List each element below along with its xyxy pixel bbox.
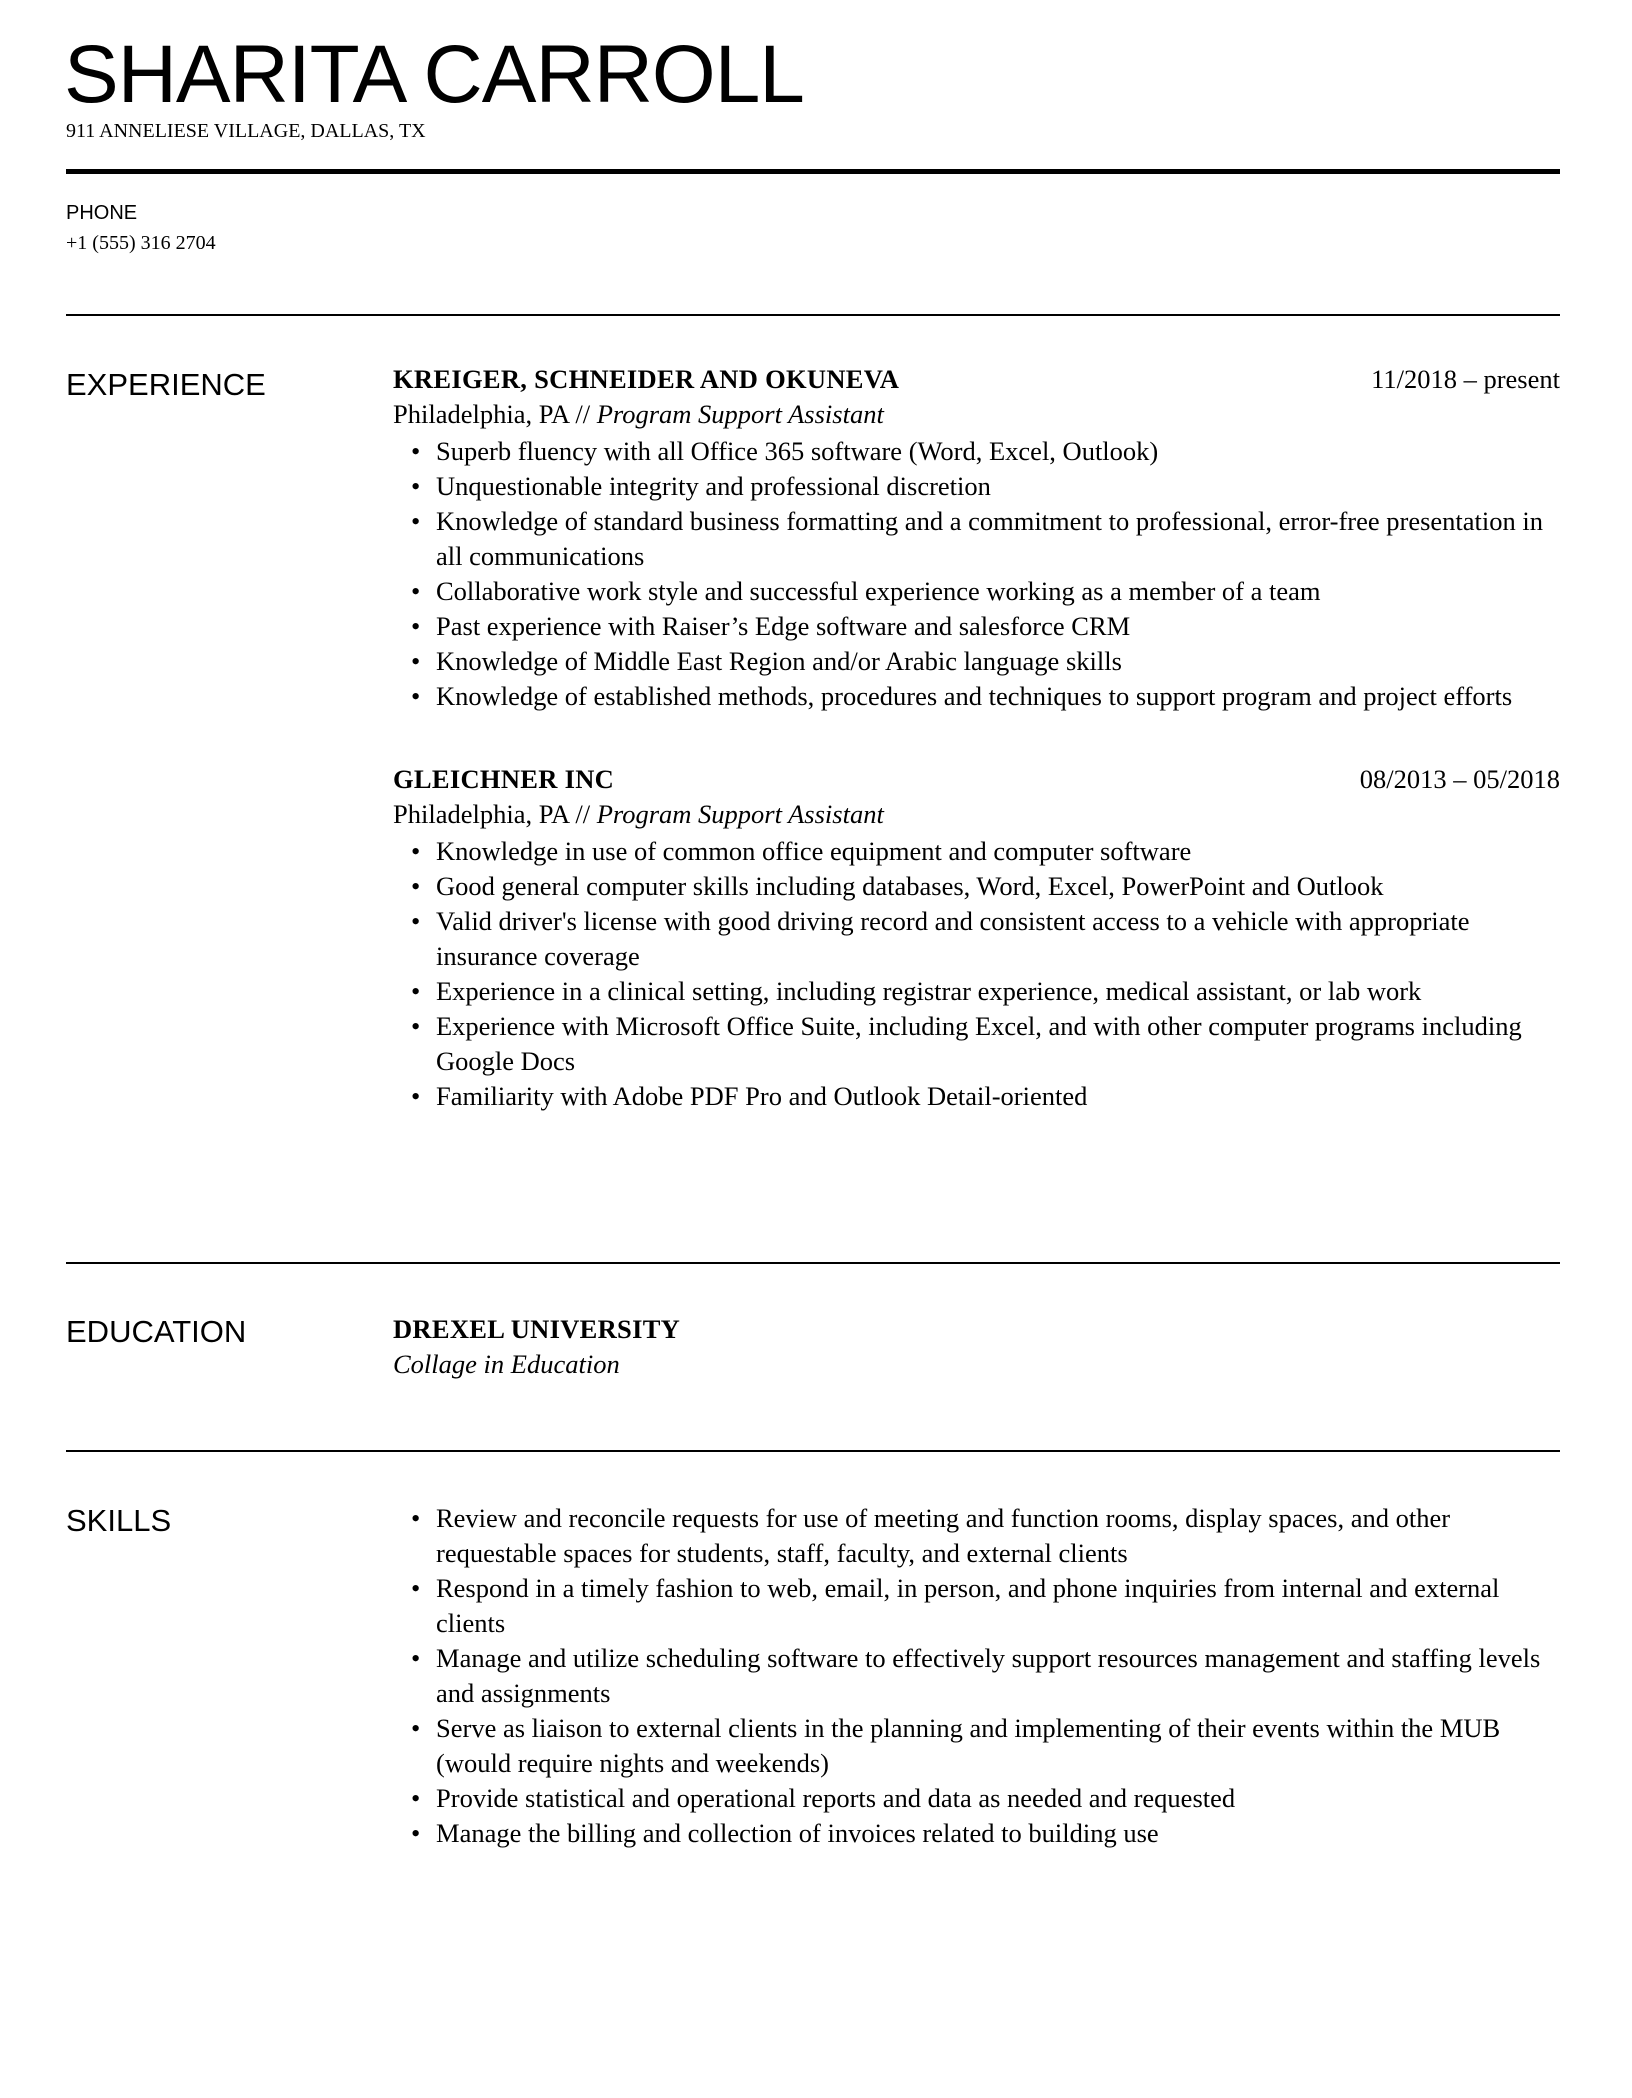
- degree: Collage in Education: [393, 1349, 620, 1379]
- bullet-item: • Familiarity with Adobe PDF Pro and Outlook Detail-oriented: [393, 1079, 1560, 1114]
- bullet-item: • Knowledge of Middle East Region and/or Arabic language skills: [393, 644, 1560, 679]
- phone-label: PHONE: [66, 202, 138, 224]
- job-dates: 11/2018 – present: [1371, 364, 1560, 394]
- phone-number: +1 (555) 316 2704: [66, 232, 216, 254]
- job-role: Program Support Assistant: [596, 399, 884, 429]
- job-dates: 08/2013 – 05/2018: [1359, 764, 1560, 794]
- separator: //: [568, 399, 597, 429]
- company-name: GLEICHNER INC: [393, 764, 615, 794]
- bullet-item: • Unquestionable integrity and professional discretion: [393, 469, 1560, 504]
- experience-section: [393, 362, 1560, 1114]
- job-location: Philadelphia, PA: [393, 399, 569, 429]
- job-entry: [393, 762, 1560, 1114]
- skill-item: • Manage and utilize scheduling software to effectively support resources management and staffing levels and assignments: [393, 1641, 1560, 1711]
- skills-list: [393, 1501, 1560, 1851]
- bullet-item: • Knowledge of standard business formatting and a commitment to professional, error-free presentation in all communications: [393, 504, 1560, 574]
- experience-title: EXPERIENCE: [66, 367, 266, 402]
- bullet-item: • Collaborative work style and successful experience working as a member of a team: [393, 574, 1560, 609]
- skill-item: • Serve as liaison to external clients in the planning and implementing of their events within the MUB (would require nights and weekends): [393, 1711, 1560, 1781]
- job-bullets: [393, 434, 1560, 714]
- job-role: Program Support Assistant: [596, 799, 884, 829]
- bullet-item: • Past experience with Raiser’s Edge software and salesforce CRM: [393, 609, 1560, 644]
- education-title: EDUCATION: [66, 1314, 247, 1349]
- skill-item: • Provide statistical and operational reports and data as needed and requested: [393, 1781, 1560, 1816]
- skill-item: • Manage the billing and collection of invoices related to building use: [393, 1816, 1560, 1851]
- bullet-item: • Knowledge of established methods, procedures and techniques to support program and project efforts: [393, 679, 1560, 714]
- header-divider: [66, 169, 1560, 174]
- skills-section: [393, 1499, 1560, 1851]
- bullet-item: • Experience with Microsoft Office Suite, including Excel, and with other computer programs including Google Docs: [393, 1009, 1560, 1079]
- job-entry: [393, 362, 1560, 714]
- skill-item: • Review and reconcile requests for use of meeting and function rooms, display spaces, and other requestable spaces for students, staff, faculty, and external clients: [393, 1501, 1560, 1571]
- education-section: [393, 1312, 1560, 1382]
- skill-item: • Respond in a timely fashion to web, email, in person, and phone inquiries from internal and external clients: [393, 1571, 1560, 1641]
- candidate-name: SHARITA CARROLL: [64, 29, 804, 120]
- divider: [66, 1450, 1560, 1452]
- school-name: DREXEL UNIVERSITY: [393, 1314, 681, 1344]
- separator: //: [568, 799, 597, 829]
- skills-title: SKILLS: [66, 1503, 172, 1538]
- job-bullets: [393, 834, 1560, 1114]
- bullet-item: • Experience in a clinical setting, including registrar experience, medical assistant, or lab work: [393, 974, 1560, 1009]
- divider: [66, 314, 1560, 316]
- divider: [66, 1262, 1560, 1264]
- address: 911 ANNELIESE VILLAGE, DALLAS, TX: [66, 120, 426, 142]
- bullet-item: • Valid driver's license with good driving record and consistent access to a vehicle with appropriate insurance coverage: [393, 904, 1560, 974]
- bullet-item: • Superb fluency with all Office 365 software (Word, Excel, Outlook): [393, 434, 1560, 469]
- bullet-item: • Good general computer skills including databases, Word, Excel, PowerPoint and Outlook: [393, 869, 1560, 904]
- bullet-item: • Knowledge in use of common office equipment and computer software: [393, 834, 1560, 869]
- company-name: KREIGER, SCHNEIDER AND OKUNEVA: [393, 364, 900, 394]
- job-location: Philadelphia, PA: [393, 799, 569, 829]
